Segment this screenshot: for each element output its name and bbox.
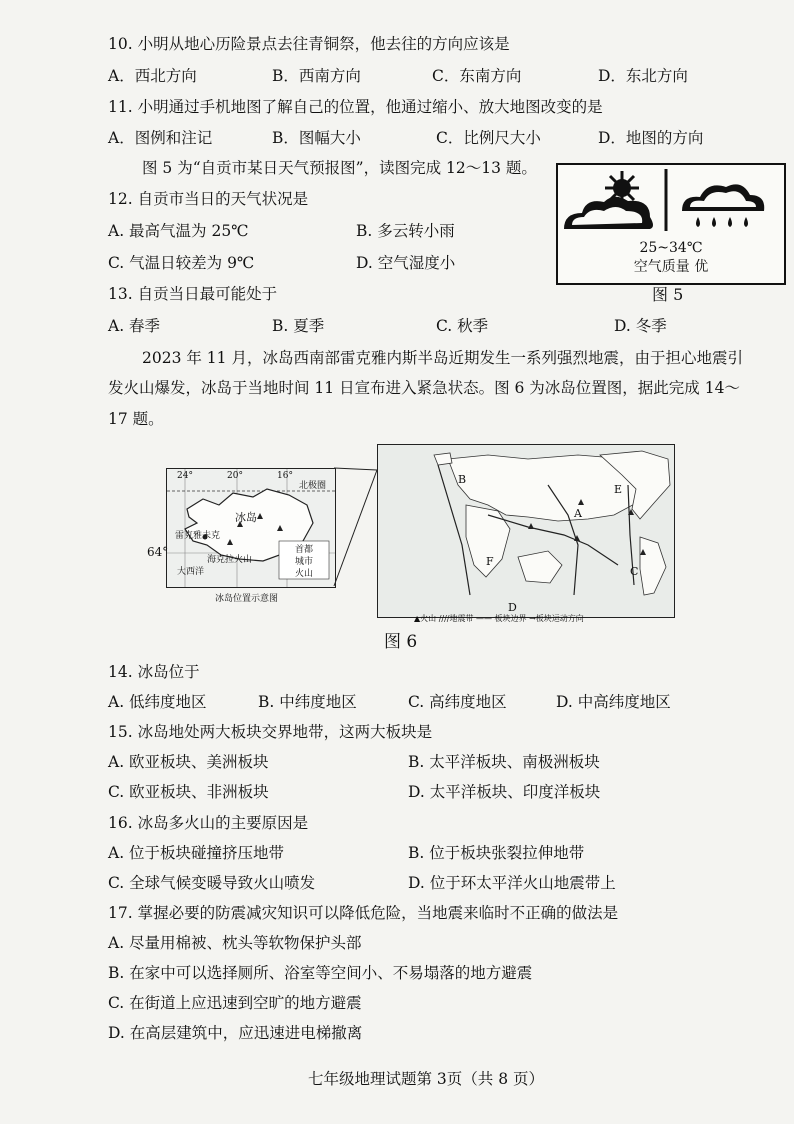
q15-option-a[interactable]: A. 欧亚板块、美洲板块 [108,753,269,771]
legend-capital: 首都 [295,545,314,555]
q15-option-d[interactable]: D. 太平洋板块、印度洋板块 [408,783,601,801]
question-14-stem: 14. 冰岛位于 [108,663,200,681]
q16-option-b[interactable]: B. 位于板块张裂拉伸地带 [408,844,585,862]
australia-shape [518,551,562,583]
plate-label-f: F [486,555,494,568]
q13-option-b[interactable]: B. 夏季 [272,317,325,335]
q13-option-d[interactable]: D. 冬季 [614,317,667,335]
temperature-range: 25~34℃ [639,240,703,256]
q12-option-d[interactable]: D. 空气湿度小 [356,254,456,272]
q17-option-b[interactable]: B. 在家中可以选择厕所、浴室等空间小、不易塌落的地方避震 [108,964,533,982]
plate-label-e: E [614,483,623,496]
q14-option-a[interactable]: A. 低纬度地区 [108,693,207,711]
q12-option-c[interactable]: C. 气温日较差为 9℃ [108,254,255,272]
q12-option-a[interactable]: A. 最高气温为 25℃ [108,222,249,240]
iceland-location-map [166,468,336,588]
lon-label-16: 16° [277,471,293,481]
arctic-circle-label: 北极圈 [299,481,327,491]
question-15-stem: 15. 冰岛地处两大板块交界地带，这两大板块是 [108,723,433,741]
q11-option-b[interactable]: B．图幅大小 [272,129,361,147]
q17-option-a[interactable]: A. 尽量用棉被、枕头等软物保护头部 [108,934,362,952]
iceland-label: 冰岛 [235,511,257,524]
q12-option-b[interactable]: B. 多云转小雨 [356,222,455,240]
weather-icons [558,165,784,245]
lon-label-24: 24° [177,471,193,481]
intro-14-17-line2: 发火山爆发，冰岛于当地时间 11 日宣布进入紧急状态。图 6 为冰岛位置图，据此完成 14～ [108,379,740,397]
q16-option-d[interactable]: D. 位于环太平洋火山地震带上 [408,874,616,892]
sun-cloud-icon [564,171,653,229]
question-10-stem: 10. 小明从地心历险景点去往青铜祭，他去往的方向应该是 [108,35,510,53]
plate-label-a: A [574,507,582,520]
q17-option-c[interactable]: C. 在街道上应迅速到空旷的地方避震 [108,994,362,1012]
q16-option-a[interactable]: A. 位于板块碰撞挤压地带 [108,844,285,862]
q13-option-c[interactable]: C. 秋季 [436,317,489,335]
q17-option-d[interactable]: D. 在高层建筑中，应迅速进电梯撤离 [108,1024,363,1042]
plate-label-d: D [508,601,517,614]
intro-12-13: 图 5 为“自贡市某日天气预报图”，读图完成 12～13 题。 [142,159,537,177]
reykjavik-label: 雷克雅未克 [175,531,221,541]
q11-option-a[interactable]: A．图例和注记 [108,129,213,147]
question-11-stem: 11. 小明通过手机地图了解自己的位置，他通过缩小、放大地图改变的是 [108,98,603,116]
q13-option-a[interactable]: A. 春季 [108,317,161,335]
figure-6-caption: 图 6 [384,632,418,652]
question-13-stem: 13. 自贡当日最可能处于 [108,285,278,303]
air-quality: 空气质量 优 [633,259,709,275]
q10-option-c[interactable]: C．东南方向 [432,67,522,85]
lon-label-20: 20° [227,471,243,481]
weather-forecast-figure [556,163,786,285]
plate-label-b: B [458,473,467,486]
question-12-stem: 12. 自贡市当日的天气状况是 [108,190,309,208]
world-map-legend: ▲火山 ////地震带 —— 板块边界 →板块运动方向 [414,614,584,623]
intro-14-17-line1: 2023 年 11 月，冰岛西南部雷克雅内斯半岛近期发生一系列强烈地震，由于担心地震引 [142,349,743,367]
q10-option-a[interactable]: A．西北方向 [108,67,197,85]
q11-option-d[interactable]: D．地图的方向 [598,129,704,147]
hekla-label: 海克拉火山 [207,555,253,565]
legend-volcano: 火山 [295,569,314,579]
q14-option-d[interactable]: D. 中高纬度地区 [556,693,671,711]
q14-option-b[interactable]: B. 中纬度地区 [258,693,357,711]
intro-14-17-line3: 17 题。 [108,410,164,428]
rain-cloud-icon [682,184,764,227]
atlantic-label: 大西洋 [177,567,205,577]
q16-option-c[interactable]: C. 全球气候变暖导致火山喷发 [108,874,316,892]
question-17-stem: 17. 掌握必要的防震减灾知识可以降低危险，当地震来临时不正确的做法是 [108,904,619,922]
small-map-caption: 冰岛位置示意图 [215,594,279,604]
figure-5-caption: 图 5 [652,285,684,304]
question-16-stem: 16. 冰岛多火山的主要原因是 [108,814,309,832]
q10-option-b[interactable]: B．西南方向 [272,67,361,85]
q15-option-b[interactable]: B. 太平洋板块、南极洲板块 [408,753,600,771]
q11-option-c[interactable]: C．比例尺大小 [436,129,541,147]
q10-option-d[interactable]: D．东北方向 [598,67,688,85]
greenland-shape [434,453,452,465]
world-plate-map [377,444,675,618]
page-footer: 七年级地理试题第 3页（共 8 页） [308,1070,545,1088]
legend-city: 城市 [295,557,314,567]
latitude-64-label: 64° [147,545,169,559]
plate-label-c: C [630,565,639,578]
q14-option-c[interactable]: C. 高纬度地区 [408,693,507,711]
south-america-shape [640,537,666,595]
q15-option-c[interactable]: C. 欧亚板块、非洲板块 [108,783,269,801]
